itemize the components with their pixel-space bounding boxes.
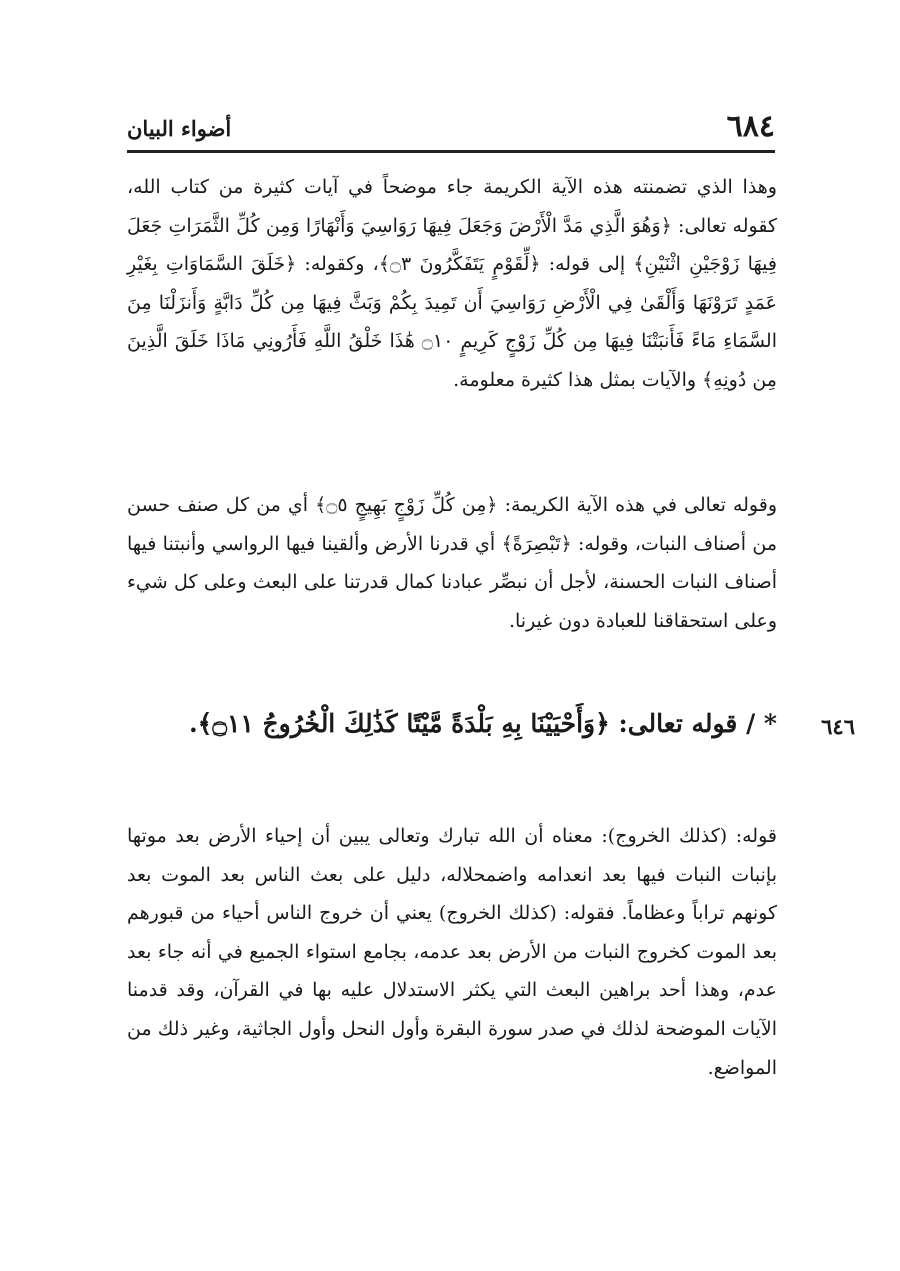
margin-reference: ٦٤٦	[821, 714, 855, 739]
page-header	[127, 110, 775, 153]
page-body	[127, 168, 855, 1177]
verse-text: * / قوله تعالى: ﴿وَأَحْيَيْنَا بِهِ بَلْدَةً مَّيْتًا كَذَٰلِكَ الْخُرُوجُ ۝١١﴾.	[188, 709, 777, 738]
paragraph-3: قوله: (كذلك الخروج): معناه أن الله تبارك وتعالى يبين أن إحياء الأرض بعد موتها بإنبات النبات فيها بعد انعدامه واضمحلاله، دليل على بعث الناس بعد الموت بعد كونهم تراباً وعظاماً. فقوله: (كذلك الخروج) يعني أن خروج الناس أحياء من قبورهم بعد الموت كخروج النبات من الأرض بعد عدمه، بجامع استواء الجميع في أنه جاء بعد عدم، وهذا أحد براهين البعث التي يكثر الاستدلال عليه بها في القرآن، وقد قدمنا الآيات الموضحة لذلك في صدر سورة البقرة وأول النحل وأول الجاثية، وغير ذلك من المواضع.	[127, 825, 777, 1079]
page-number: ٦٨٤	[726, 109, 775, 144]
paragraph-1: وهذا الذي تضمنته هذه الآية الكريمة جاء موضحاً في آيات كثيرة من كتاب الله، كقوله تعالى: ﴿وَهُوَ الَّذِي مَدَّ الْأَرْضَ وَجَعَلَ فِيهَا رَوَاسِيَ وَأَنْهَارًا وَمِن كُلِّ الثَّمَرَاتِ جَعَلَ فِيهَا زَوْجَيْنِ اثْنَيْنِ﴾ إلى قوله: ﴿لِّقَوْمٍ يَتَفَكَّرُونَ ۝٣﴾، وكقوله: ﴿خَلَقَ السَّمَاوَاتِ بِغَيْرِ عَمَدٍ تَرَوْنَهَا وَأَلْقَىٰ فِي الْأَرْضِ رَوَاسِيَ أَن تَمِيدَ بِكُمْ وَبَثَّ فِيهَا مِن كُلِّ دَابَّةٍ وَأَنزَلْنَا مِنَ السَّمَاءِ مَاءً فَأَنبَتْنَا فِيهَا مِن كُلِّ زَوْجٍ كَرِيمٍ ۝١٠ هَٰذَا خَلْقُ اللَّهِ فَأَرُونِي مَاذَا خَلَقَ الَّذِينَ مِن دُونِهِ﴾ والآيات بمثل هذا كثيرة معلومة.	[127, 176, 777, 391]
verse-heading	[127, 702, 855, 817]
running-title: أضواء البيان	[127, 116, 232, 141]
paragraph-2: وقوله تعالى في هذه الآية الكريمة: ﴿مِن كُلِّ زَوْجٍ بَهِيجٍ ۝٥﴾ أي من كل صنف حسن من أصناف النبات، وقوله: ﴿تَبْصِرَةً﴾ أي قدرنا الأرض وألقينا فيها الرواسي وأنبتنا فيها أصناف النبات الحسنة، لأجل أن نبصِّر عبادنا كمال قدرتنا على البعث وعلى كل شيء وعلى استحقاقنا للعبادة دون غيرنا.	[127, 494, 777, 632]
